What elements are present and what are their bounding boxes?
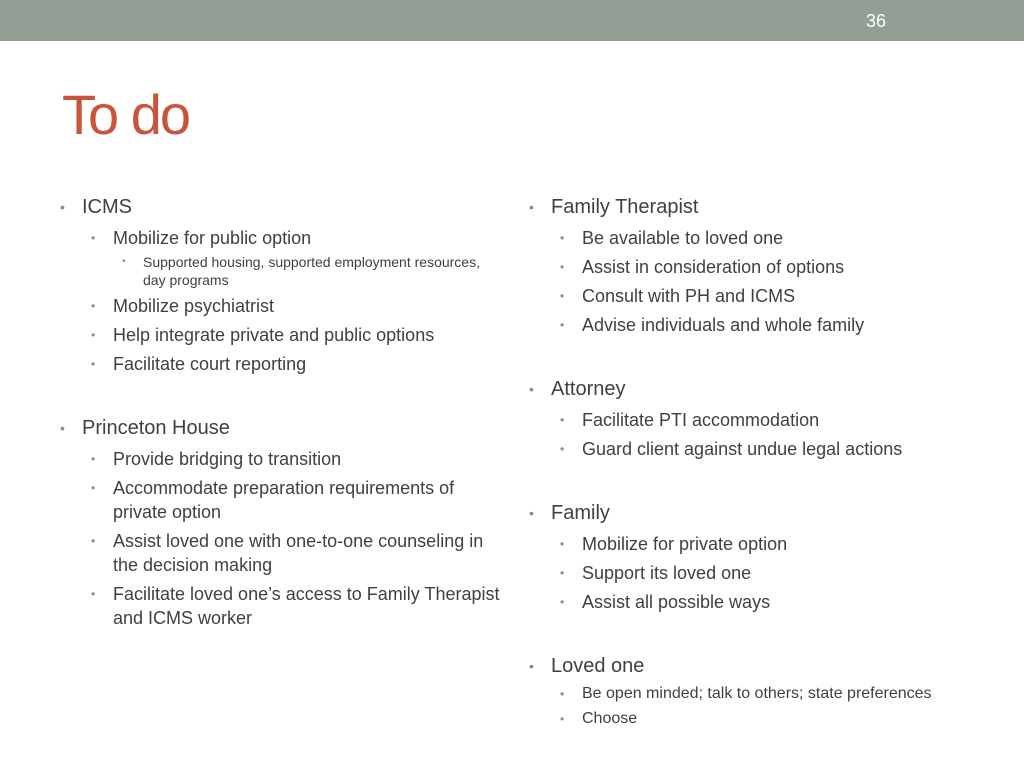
section-loved-one: • Loved one (529, 652, 969, 680)
slide-number: 36 (865, 11, 886, 31)
slide-title: To do (62, 83, 189, 146)
list-item: • Assist in consideration of options (529, 255, 969, 279)
list-item: • Assist all possible ways (529, 590, 969, 614)
list-item: • Be available to loved one (529, 226, 969, 250)
list-subitem: • Supported housing, supported employment resources, day programs (60, 253, 500, 289)
list-item: • Provide bridging to transition (60, 447, 500, 471)
list-item: • Facilitate PTI accommodation (529, 408, 969, 432)
list-item: • Mobilize for private option (529, 532, 969, 556)
list-item: • Accommodate preparation requirements of private option (60, 476, 500, 524)
list-item: • Choose (529, 708, 969, 730)
list-item: • Advise individuals and whole family (529, 313, 969, 337)
section-attorney: • Attorney (529, 375, 969, 403)
list-item: • Help integrate private and public options (60, 323, 500, 347)
list-item: • Assist loved one with one-to-one counseling in the decision making (60, 529, 500, 577)
section-icms: • ICMS (60, 193, 500, 221)
list-item: • Be open minded; talk to others; state preferences (529, 683, 969, 705)
list-item: • Facilitate loved one’s access to Family Therapist and ICMS worker (60, 582, 500, 630)
section-princeton-house: • Princeton House (60, 414, 500, 442)
section-family: • Family (529, 499, 969, 527)
list-item: • Consult with PH and ICMS (529, 284, 969, 308)
header-bar (0, 0, 1024, 41)
list-item: • Mobilize for public option (60, 226, 500, 250)
list-item: • Mobilize psychiatrist (60, 294, 500, 318)
section-family-therapist: • Family Therapist (529, 193, 969, 221)
list-item: • Support its loved one (529, 561, 969, 585)
left-column (60, 193, 500, 630)
right-column (529, 193, 969, 730)
list-item: • Facilitate court reporting (60, 352, 500, 376)
list-item: • Guard client against undue legal actions (529, 437, 969, 461)
